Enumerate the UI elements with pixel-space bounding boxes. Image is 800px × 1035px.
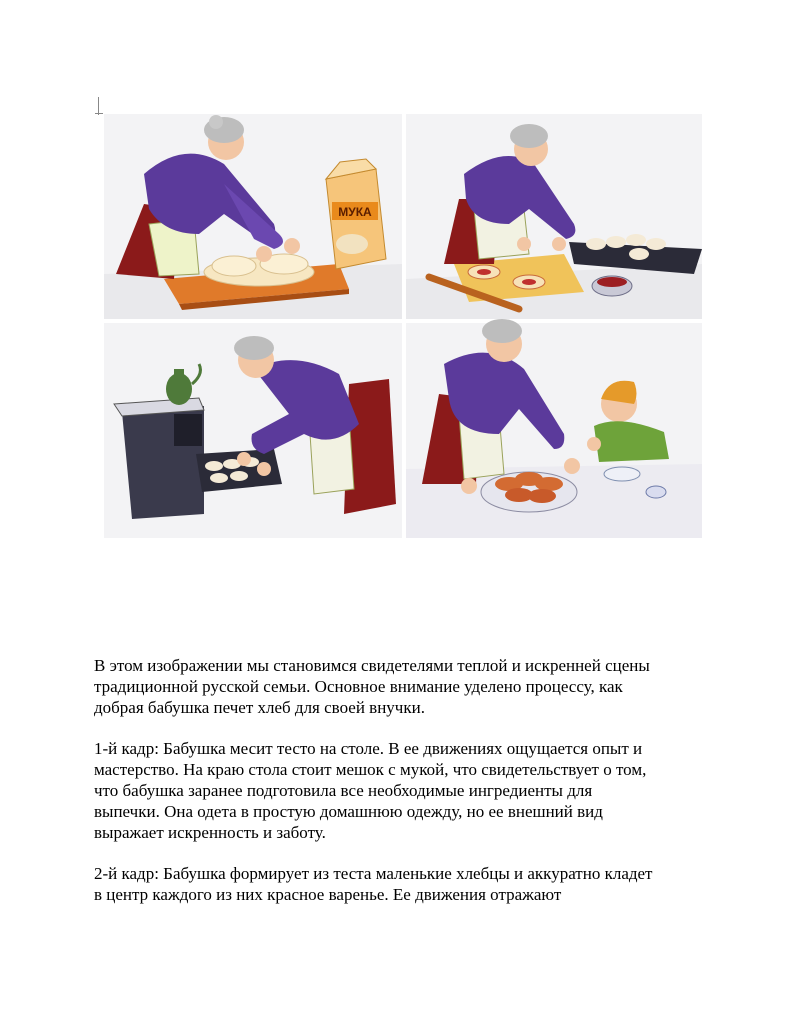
panel-3 (104, 323, 402, 538)
comic-strip-illustration (104, 114, 702, 538)
panel-1 (104, 114, 402, 319)
paragraph-frame-2: 2-й кадр: Бабушка формирует из теста маленькие хлебцы и аккуратно кладет в центр каждого из них красное варенье. Ее движения отражают (94, 864, 653, 904)
paragraph-intro: В этом изображении мы становимся свидетелями теплой и искренней сцены традиционной русской семьи. Основное внимание уделено процессу, как добрая бабушка печет хлеб для своей внучки. (94, 656, 650, 717)
document-text (94, 655, 714, 925)
text-cursor-mark-base (95, 113, 103, 114)
panel-4 (406, 319, 702, 538)
panel-2 (406, 114, 702, 319)
paragraph-frame-1: 1-й кадр: Бабушка месит тесто на столе. В ее движениях ощущается опыт и мастерство. На краю стола стоит мешок с мукой, что свидетельствует о том, что бабушка заранее подготовила все необходимые ингредиенты для выпечки. Она одета в простую домашнюю одежду, но ее внешний вид выражает искренность и заботу. (94, 739, 647, 842)
flour-bag-label: МУКА (338, 205, 372, 219)
